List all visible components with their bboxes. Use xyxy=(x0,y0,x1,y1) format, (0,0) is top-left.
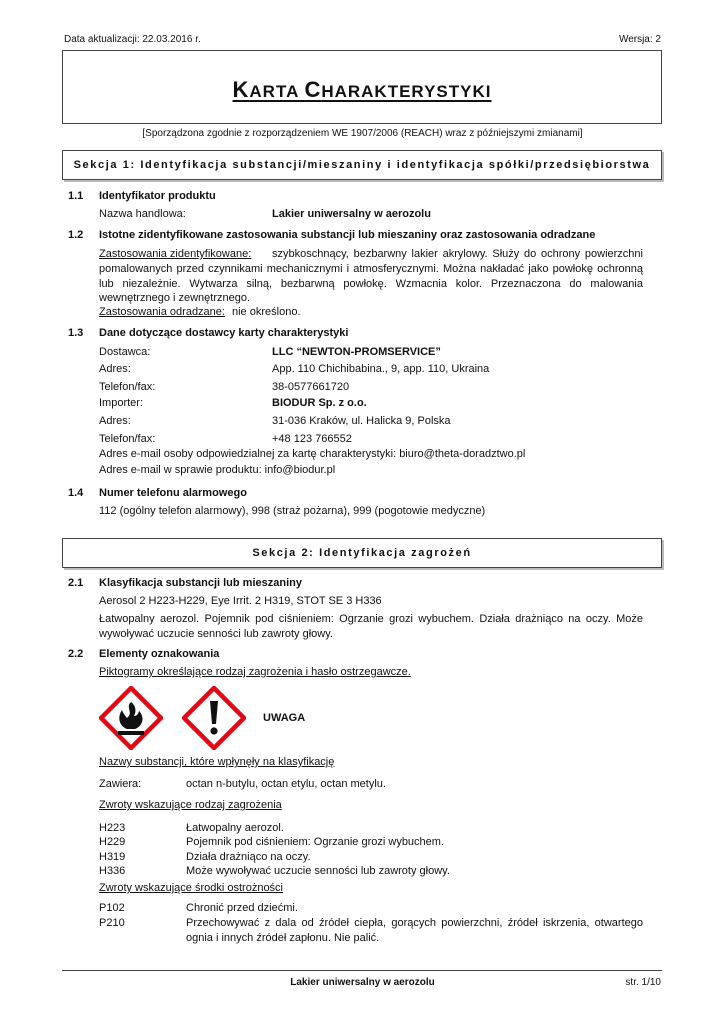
h336-code: H336 xyxy=(99,865,126,877)
emergency-phones: 112 (ogólny telefon alarmowy), 998 (straż pożarna), 999 (pogotowie medyczne) xyxy=(99,505,486,517)
p210-code: P210 xyxy=(99,917,125,929)
footer-page: str. 1/10 xyxy=(625,977,661,988)
version: Wersja: 2 xyxy=(618,34,661,45)
uses-line2: pomalowanych przed czynnikami mechanicznymi i atmosferycznymi. Można nakładać jako powłokę ochronną xyxy=(99,263,643,275)
h319-code: H319 xyxy=(99,851,126,863)
footer-divider xyxy=(62,970,662,971)
importer-phone-label: Telefon/fax: xyxy=(99,433,156,445)
p210-line1: Przechowywać z dala od źródeł ciepła, gorących powierzchni, źródeł iskrzenia, otwartego xyxy=(186,917,643,929)
uses-line1: szybkoschnący, bezbarwny lakier akrylowy. Służy do ochrony powierzchni xyxy=(272,248,643,260)
substances-label: Nazwy substancji, które wpłynęły na klasyfikację xyxy=(99,756,335,768)
flame-pictogram-icon xyxy=(99,686,163,750)
email-product: Adres e-mail w sprawie produktu: info@biodur.pl xyxy=(99,464,336,476)
p-statements-label: Zwroty wskazujące środki ostrożności xyxy=(99,882,284,894)
importer-phone-value: +48 123 766552 xyxy=(272,433,352,445)
advised-label: Zastosowania odradzane: xyxy=(99,306,225,318)
uses-label: Zastosowania zidentyfikowane: xyxy=(99,248,252,260)
section1-header: Sekcja 1: Identyfikacja substancji/mieszaniny i identyfikacja spółki/przedsiębiorstwa xyxy=(62,150,662,180)
s13-heading: Dane dotyczące dostawcy karty charakterystyki xyxy=(99,327,349,339)
h319-text: Działa drażniąco na oczy. xyxy=(186,851,311,863)
s21-num: 2.1 xyxy=(68,577,84,589)
s11-num: 1.1 xyxy=(68,190,84,202)
s11-heading: Identyfikator produktu xyxy=(99,190,216,202)
h229-text: Pojemnik pod ciśnieniem: Ogrzanie grozi wybuchem. xyxy=(186,836,445,848)
document-title: KARTA CHARAKTERYSTYKI xyxy=(232,77,492,102)
supplier-label: Dostawca: xyxy=(99,346,151,358)
footer-product: Lakier uniwersalny w aerozolu xyxy=(290,977,435,988)
s12-num: 1.2 xyxy=(68,229,84,241)
supplier-phone-value: 38-0577661720 xyxy=(272,381,350,393)
h229-code: H229 xyxy=(99,836,126,848)
h223-text: Łatwopalny aerozol. xyxy=(186,822,284,834)
h-statements-label: Zwroty wskazujące rodzaj zagrożenia xyxy=(99,799,282,811)
trade-name-label: Nazwa handlowa: xyxy=(99,208,186,220)
contains-value: octan n-butylu, octan etylu, octan metylu. xyxy=(186,778,386,790)
pictograms-label: Piktogramy określające rodzaj zagrożenia i hasło ostrzegawcze. xyxy=(99,666,411,678)
title-box xyxy=(62,50,662,124)
email-responsible: Adres e-mail osoby odpowiedzialnej za kartę charakterystyki: biuro@theta-doradztwo.pl xyxy=(99,448,526,460)
p210-line2: ognia i innych źródeł zapłonu. Nie palić. xyxy=(186,932,380,944)
trade-name-value: Lakier uniwersalny w aerozolu xyxy=(272,208,431,220)
s22-num: 2.2 xyxy=(68,648,84,660)
importer-value: BIODUR Sp. z o.o. xyxy=(272,397,367,409)
supplier-value: LLC “NEWTON-PROMSERVICE” xyxy=(272,346,441,358)
s14-heading: Numer telefonu alarmowego xyxy=(99,487,247,499)
section2-header: Sekcja 2: Identyfikacja zagrożeń xyxy=(62,538,662,568)
update-date: Data aktualizacji: 22.03.2016 r. xyxy=(64,34,201,45)
contains-label: Zawiera: xyxy=(99,778,142,790)
exclamation-pictogram-icon xyxy=(182,686,246,750)
importer-address-label: Adres: xyxy=(99,415,131,427)
classification: Aerosol 2 H223-H229, Eye Irrit. 2 H319, STOT SE 3 H336 xyxy=(99,595,382,607)
importer-label: Importer: xyxy=(99,397,144,409)
classification-desc-line1: Łatwopalny aerozol. Pojemnik pod ciśnieniem: Ogrzanie grozi wybuchem. Działa drażniąco na oczy. Może xyxy=(99,613,643,625)
uses-line4: wewnętrznego i zewnętrznego. xyxy=(99,292,251,304)
s14-num: 1.4 xyxy=(68,487,84,499)
p102-code: P102 xyxy=(99,902,125,914)
regulation-note: [Sporządzona zgodnie z rozporządzeniem WE 1907/2006 (REACH) wraz z późniejszymi zmianami] xyxy=(142,128,583,139)
advised-value: nie określono. xyxy=(232,306,301,318)
supplier-address-value: App. 110 Chichibabina., 9, app. 110, Ukraina xyxy=(272,363,490,375)
s22-heading: Elementy oznakowania xyxy=(99,648,220,660)
importer-address-value: 31-036 Kraków, ul. Halicka 9, Polska xyxy=(272,415,451,427)
h223-code: H223 xyxy=(99,822,126,834)
h336-text: Może wywoływać uczucie senności lub zawroty głowy. xyxy=(186,865,450,877)
s12-heading: Istotne zidentyfikowane zastosowania substancji lub mieszaniny oraz zastosowania odradzane xyxy=(99,229,596,241)
s13-num: 1.3 xyxy=(68,327,84,339)
supplier-phone-label: Telefon/fax: xyxy=(99,381,156,393)
p102-text: Chronić przed dziećmi. xyxy=(186,902,298,914)
classification-desc-line2: wywoływać uczucie senności lub zawroty głowy. xyxy=(99,628,333,640)
signal-word: UWAGA xyxy=(263,712,306,724)
supplier-address-label: Adres: xyxy=(99,363,131,375)
s21-heading: Klasyfikacja substancji lub mieszaniny xyxy=(99,577,302,589)
uses-line3: lub niezależnie. Wytwarza silną, bezbarwną powłokę. Wzmacnia kolor. Przeznaczona do malowania xyxy=(99,278,643,290)
